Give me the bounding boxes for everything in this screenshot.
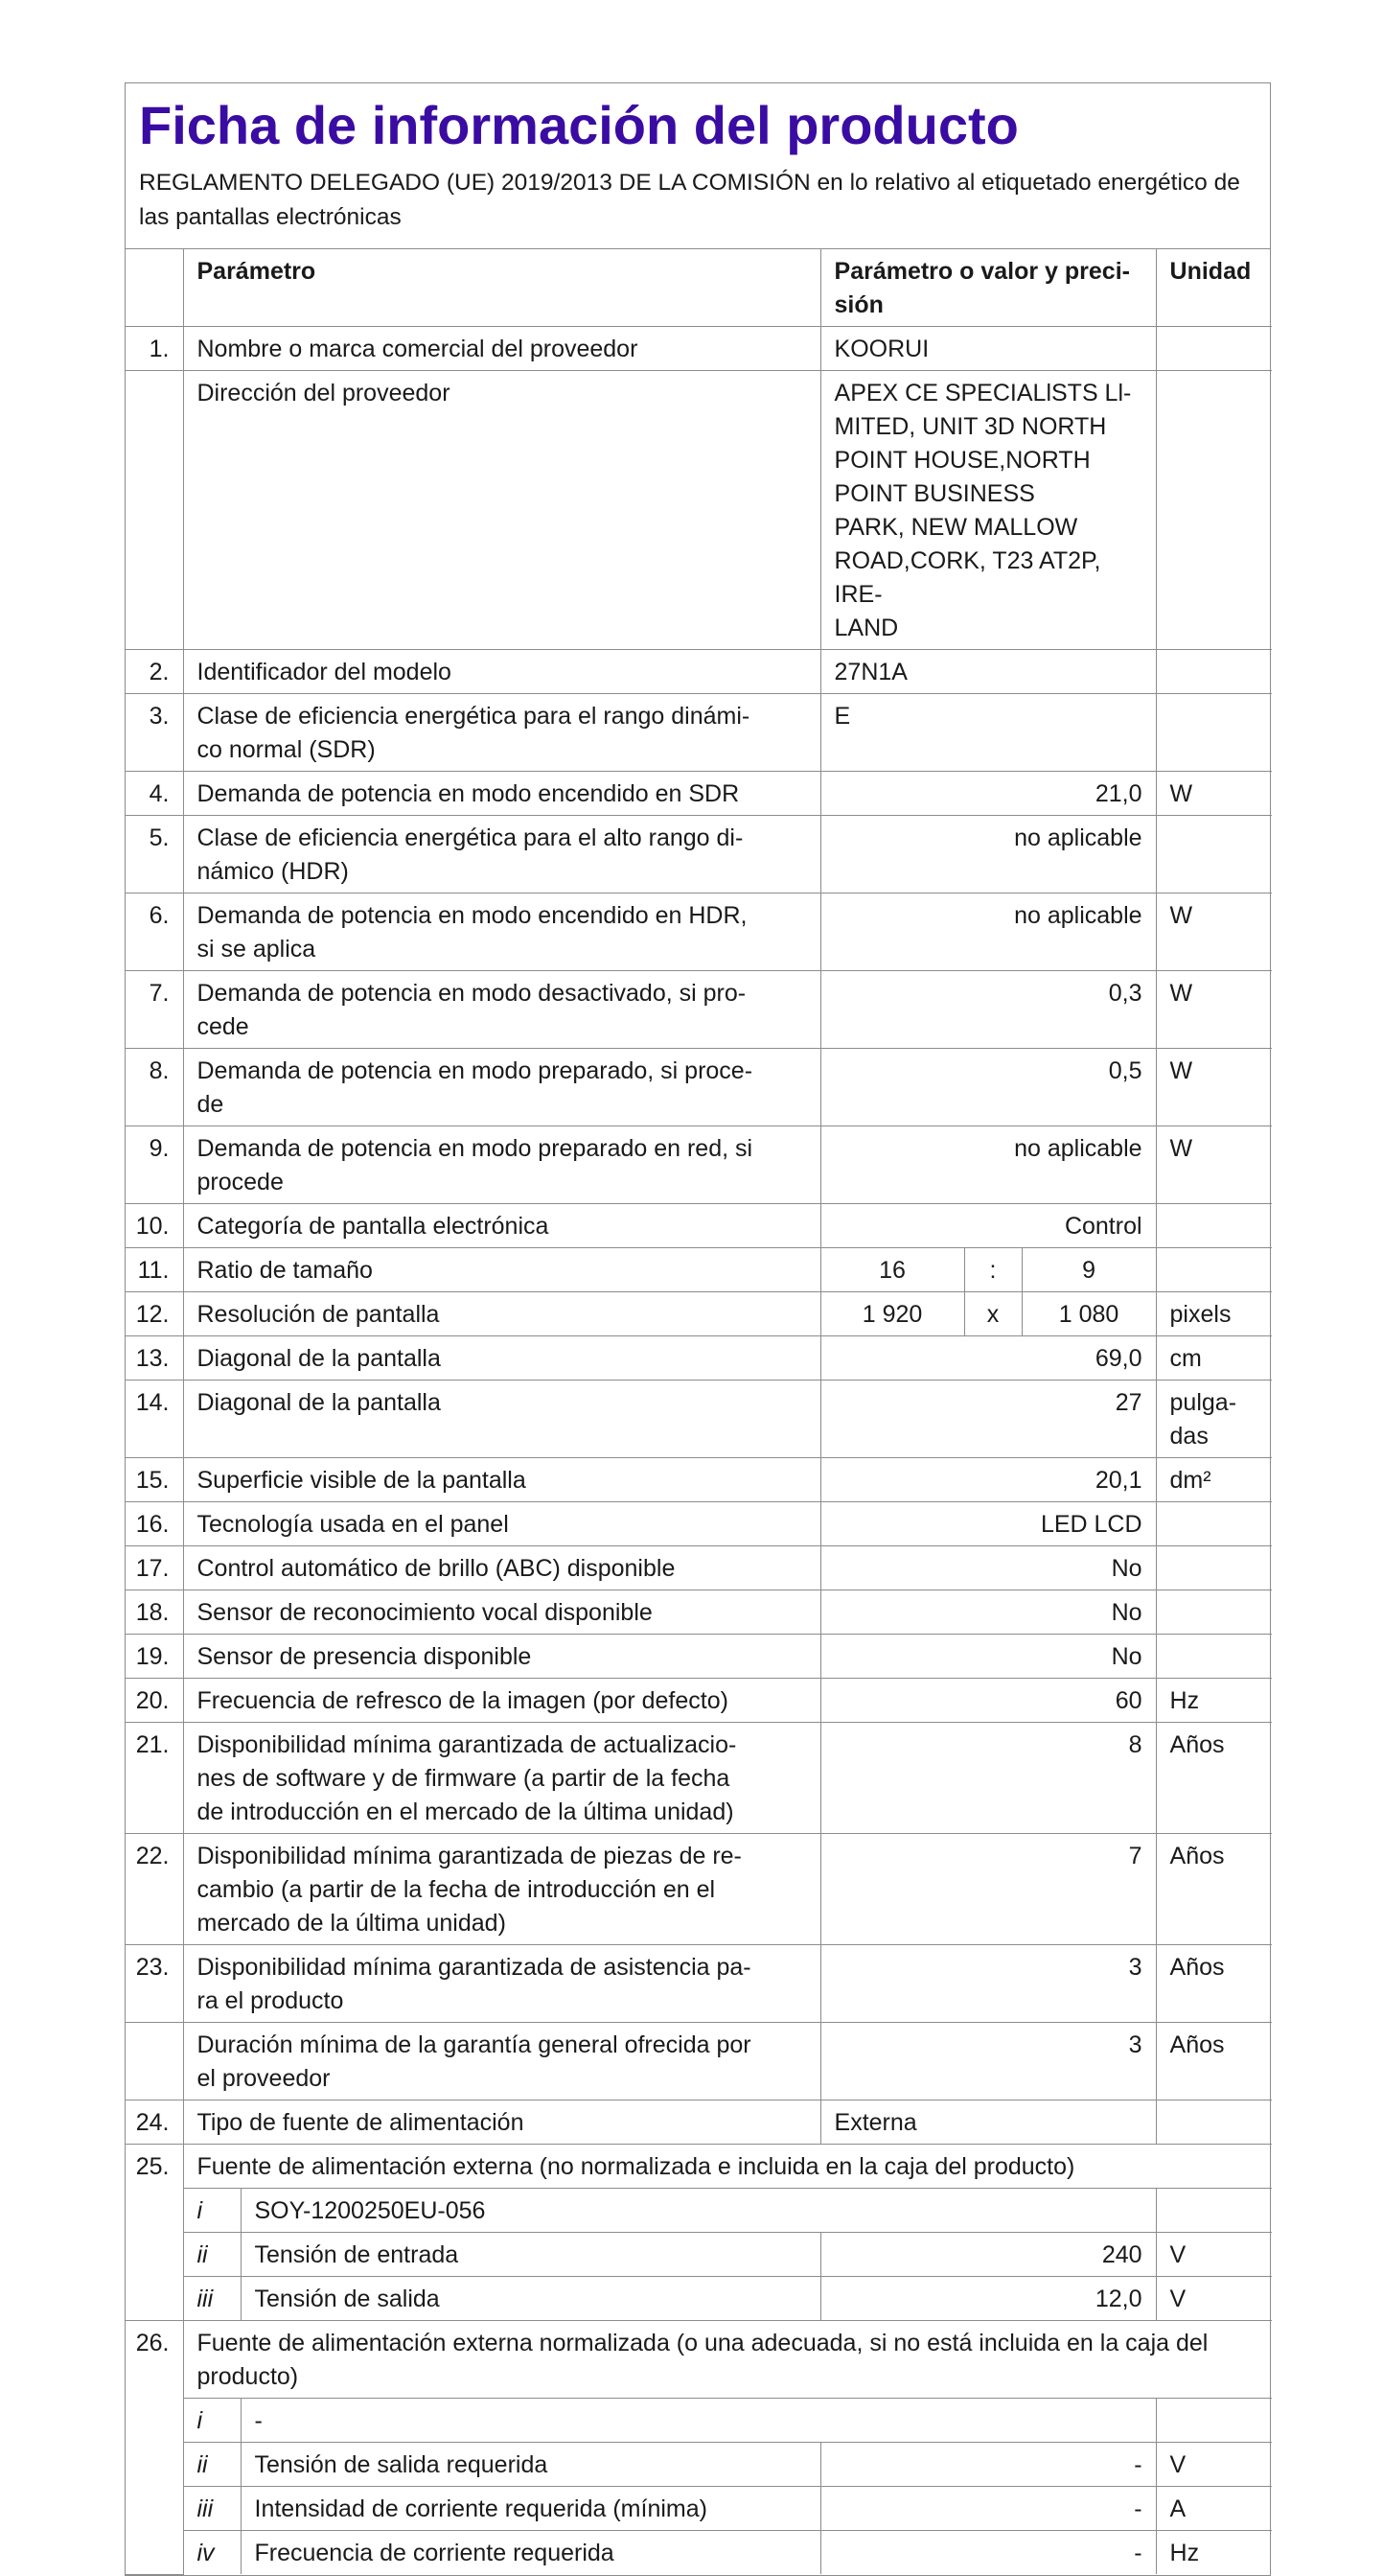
sub-item-value: 12,0 xyxy=(820,2277,1156,2321)
row-parameter: Disponibilidad mínima garantizada de actualizacio- nes de software y de firmware (a partir de la fecha de introducción en el mercado de la última unidad) xyxy=(183,1723,820,1834)
sub-item-index: iii xyxy=(183,2487,241,2531)
row-number: 11. xyxy=(126,1248,183,1292)
sub-item-row xyxy=(126,2189,1272,2233)
sub-item-unit: V xyxy=(1156,2233,1272,2277)
section-title: Fuente de alimentación externa normalizada (o una adecuada, si no está incluida en la caja del producto) xyxy=(183,2321,1272,2399)
row-unit: W xyxy=(1156,1049,1272,1126)
row-number: 9. xyxy=(126,1126,183,1204)
row-parameter: Nombre o marca comercial del proveedor xyxy=(183,327,820,371)
row-value: 69,0 xyxy=(820,1336,1156,1381)
row-value: No xyxy=(820,1546,1156,1590)
sheet-header xyxy=(126,83,1270,249)
row-value: no aplicable xyxy=(820,893,1156,971)
table-row xyxy=(126,327,1272,371)
row-unit: W xyxy=(1156,1126,1272,1204)
row-unit: dm² xyxy=(1156,1458,1272,1502)
table-row xyxy=(126,1049,1272,1126)
header-num xyxy=(126,249,183,327)
row-number: 19. xyxy=(126,1635,183,1679)
table-row xyxy=(126,1204,1272,1248)
row-number: 16. xyxy=(126,1502,183,1546)
row-value-second: 9 xyxy=(1022,1248,1156,1292)
sub-item-unit xyxy=(1156,2399,1272,2443)
row-parameter: Frecuencia de refresco de la imagen (por defecto) xyxy=(183,1679,820,1723)
row-number: 2. xyxy=(126,650,183,694)
table-row xyxy=(126,1381,1272,1458)
row-parameter: Control automático de brillo (ABC) disponible xyxy=(183,1546,820,1590)
section-title: Fuente de alimentación externa (no normalizada e incluida en la caja del producto) xyxy=(183,2145,1272,2189)
row-number: 20. xyxy=(126,1679,183,1723)
sub-item-index: ii xyxy=(183,2443,241,2487)
row-unit xyxy=(1156,371,1272,650)
header-value: Parámetro o valor y preci- sión xyxy=(820,249,1156,327)
sub-item-index: ii xyxy=(183,2233,241,2277)
table-row xyxy=(126,371,1272,650)
row-value: APEX CE SPECIALlSTS Ll- MITED, UNIT 3D NORTH POINT HOUSE,NORTH POINT BUSINESS PARK, NEW MALLOW ROAD,CORK, T23 AT2P, IRE- LAND xyxy=(820,371,1156,650)
row-parameter: Duración mínima de la garantía general ofrecida por el proveedor xyxy=(183,2023,820,2100)
row-unit: Años xyxy=(1156,1945,1272,2023)
row-parameter: Tipo de fuente de alimentación xyxy=(183,2100,820,2145)
row-unit: W xyxy=(1156,772,1272,816)
sub-item-index: iii xyxy=(183,2277,241,2321)
row-number: 17. xyxy=(126,1546,183,1590)
row-unit: Años xyxy=(1156,2023,1272,2100)
row-parameter: Identificador del modelo xyxy=(183,650,820,694)
row-unit: W xyxy=(1156,893,1272,971)
row-number xyxy=(126,371,183,650)
table-row xyxy=(126,971,1272,1049)
row-parameter: Resolución de pantalla xyxy=(183,1292,820,1336)
sub-item-row xyxy=(126,2233,1272,2277)
row-unit xyxy=(1156,816,1272,893)
row-parameter: Clase de eficiencia energética para el rango dinámi- co normal (SDR) xyxy=(183,694,820,772)
row-value: 21,0 xyxy=(820,772,1156,816)
regulation-subtitle: REGLAMENTO DELEGADO (UE) 2019/2013 DE LA COMISIÓN en lo relativo al etiquetado energético de las pantallas electrónicas xyxy=(139,170,1240,230)
row-value: Control xyxy=(820,1204,1156,1248)
row-unit xyxy=(1156,1204,1272,1248)
row-parameter: Demanda de potencia en modo encendido en SDR xyxy=(183,772,820,816)
row-value: 8 xyxy=(820,1723,1156,1834)
row-parameter: Demanda de potencia en modo preparado en red, si procede xyxy=(183,1126,820,1204)
row-unit: cm xyxy=(1156,1336,1272,1381)
row-value: 27N1A xyxy=(820,650,1156,694)
table-row xyxy=(126,816,1272,893)
row-unit: Años xyxy=(1156,1834,1272,1945)
table-row xyxy=(126,1635,1272,1679)
row-value-separator: x xyxy=(964,1292,1022,1336)
sub-item-index: i xyxy=(183,2399,241,2443)
row-parameter: Demanda de potencia en modo encendido en HDR, si se aplica xyxy=(183,893,820,971)
row-unit xyxy=(1156,327,1272,371)
row-unit xyxy=(1156,1546,1272,1590)
table-row xyxy=(126,1126,1272,1204)
row-number: 3. xyxy=(126,694,183,772)
row-value: Externa xyxy=(820,2100,1156,2145)
sub-item-parameter: Tensión de salida requerida xyxy=(241,2443,820,2487)
sub-item-index: iv xyxy=(183,2531,241,2575)
table-row xyxy=(126,1590,1272,1635)
sub-item-value: - xyxy=(820,2487,1156,2531)
row-parameter: Diagonal de la pantalla xyxy=(183,1381,820,1458)
row-value: no aplicable xyxy=(820,816,1156,893)
table-row xyxy=(126,1834,1272,1945)
sub-item-parameter: SOY-1200250EU-056 xyxy=(241,2189,1156,2233)
row-value-separator: : xyxy=(964,1248,1022,1292)
table-row xyxy=(126,893,1272,971)
row-number: 18. xyxy=(126,1590,183,1635)
sub-item-row xyxy=(126,2487,1272,2531)
row-unit xyxy=(1156,650,1272,694)
sub-item-row xyxy=(126,2531,1272,2575)
row-number: 8. xyxy=(126,1049,183,1126)
row-parameter: Categoría de pantalla electrónica xyxy=(183,1204,820,1248)
row-parameter: Demanda de potencia en modo desactivado, si pro- cede xyxy=(183,971,820,1049)
row-unit xyxy=(1156,1502,1272,1546)
sub-item-parameter: Tensión de salida xyxy=(241,2277,820,2321)
sub-item-unit: V xyxy=(1156,2277,1272,2321)
row-parameter: Disponibilidad mínima garantizada de asistencia pa- ra el producto xyxy=(183,1945,820,2023)
row-parameter: Sensor de reconocimiento vocal disponible xyxy=(183,1590,820,1635)
row-number: 7. xyxy=(126,971,183,1049)
sub-item-value: 240 xyxy=(820,2233,1156,2277)
row-unit xyxy=(1156,1590,1272,1635)
row-number: 1. xyxy=(126,327,183,371)
row-parameter: Clase de eficiencia energética para el alto rango di- námico (HDR) xyxy=(183,816,820,893)
section-number: 26. xyxy=(126,2321,183,2575)
row-value: 3 xyxy=(820,2023,1156,2100)
row-value: 0,3 xyxy=(820,971,1156,1049)
row-parameter: Diagonal de la pantalla xyxy=(183,1336,820,1381)
sub-item-row xyxy=(126,2277,1272,2321)
row-value: 60 xyxy=(820,1679,1156,1723)
row-value-second: 1 080 xyxy=(1022,1292,1156,1336)
table-row xyxy=(126,1502,1272,1546)
table-row xyxy=(126,650,1272,694)
page-title: Ficha de información del producto xyxy=(139,95,1019,155)
row-parameter: Dirección del proveedor xyxy=(183,371,820,650)
table-header-row xyxy=(126,249,1272,327)
table-row xyxy=(126,1336,1272,1381)
row-unit: Años xyxy=(1156,1723,1272,1834)
row-number: 6. xyxy=(126,893,183,971)
row-number: 10. xyxy=(126,1204,183,1248)
sub-item-unit: A xyxy=(1156,2487,1272,2531)
row-unit xyxy=(1156,694,1272,772)
row-value: no aplicable xyxy=(820,1126,1156,1204)
row-unit xyxy=(1156,2100,1272,2145)
row-parameter: Demanda de potencia en modo preparado, si proce- de xyxy=(183,1049,820,1126)
row-value: 3 xyxy=(820,1945,1156,2023)
row-number: 23. xyxy=(126,1945,183,2023)
table-row xyxy=(126,694,1272,772)
table-row xyxy=(126,1723,1272,1834)
row-unit: Hz xyxy=(1156,1679,1272,1723)
table-row xyxy=(126,1679,1272,1723)
sub-item-unit xyxy=(1156,2189,1272,2233)
row-value: 27 xyxy=(820,1381,1156,1458)
row-value: 0,5 xyxy=(820,1049,1156,1126)
sub-item-parameter: Frecuencia de corriente requerida xyxy=(241,2531,820,2575)
row-value: 7 xyxy=(820,1834,1156,1945)
table-row xyxy=(126,1945,1272,2023)
row-value: 20,1 xyxy=(820,1458,1156,1502)
parameters-table xyxy=(126,249,1272,2575)
row-number: 4. xyxy=(126,772,183,816)
row-value: LED LCD xyxy=(820,1502,1156,1546)
row-number: 15. xyxy=(126,1458,183,1502)
sub-item-row xyxy=(126,2399,1272,2443)
row-number xyxy=(126,2023,183,2100)
sub-item-parameter: - xyxy=(241,2399,1156,2443)
header-parameter: Parámetro xyxy=(183,249,820,327)
row-parameter: Superficie visible de la pantalla xyxy=(183,1458,820,1502)
sub-item-value: - xyxy=(820,2531,1156,2575)
row-unit xyxy=(1156,1635,1272,1679)
row-number: 22. xyxy=(126,1834,183,1945)
table-row xyxy=(126,772,1272,816)
table-row xyxy=(126,1248,1272,1292)
sub-item-unit: Hz xyxy=(1156,2531,1272,2575)
product-info-sheet xyxy=(125,82,1271,2576)
section-25-row xyxy=(126,2145,1272,2189)
row-value-first: 1 920 xyxy=(820,1292,964,1336)
sub-item-parameter: Tensión de entrada xyxy=(241,2233,820,2277)
sub-item-parameter: Intensidad de corriente requerida (mínima) xyxy=(241,2487,820,2531)
row-unit: W xyxy=(1156,971,1272,1049)
table-row xyxy=(126,1458,1272,1502)
row-value: No xyxy=(820,1590,1156,1635)
row-unit: pixels xyxy=(1156,1292,1272,1336)
table-row xyxy=(126,1292,1272,1336)
row-parameter: Tecnología usada en el panel xyxy=(183,1502,820,1546)
row-parameter: Disponibilidad mínima garantizada de piezas de re- cambio (a partir de la fecha de introducción en el mercado de la última unidad) xyxy=(183,1834,820,1945)
row-number: 12. xyxy=(126,1292,183,1336)
table-row xyxy=(126,2100,1272,2145)
table-row xyxy=(126,2023,1272,2100)
sub-item-index: i xyxy=(183,2189,241,2233)
row-unit: pulga- das xyxy=(1156,1381,1272,1458)
sub-item-value: - xyxy=(820,2443,1156,2487)
table-row xyxy=(126,1546,1272,1590)
section-number: 25. xyxy=(126,2145,183,2321)
row-value: KOORUI xyxy=(820,327,1156,371)
row-unit xyxy=(1156,1248,1272,1292)
row-number: 21. xyxy=(126,1723,183,1834)
section-26-row xyxy=(126,2321,1272,2399)
header-unit: Unidad xyxy=(1156,249,1272,327)
row-parameter: Sensor de presencia disponible xyxy=(183,1635,820,1679)
row-value: No xyxy=(820,1635,1156,1679)
row-number: 14. xyxy=(126,1381,183,1458)
row-value: E xyxy=(820,694,1156,772)
row-parameter: Ratio de tamaño xyxy=(183,1248,820,1292)
row-number: 24. xyxy=(126,2100,183,2145)
row-value-first: 16 xyxy=(820,1248,964,1292)
row-number: 5. xyxy=(126,816,183,893)
sub-item-row xyxy=(126,2443,1272,2487)
sub-item-unit: V xyxy=(1156,2443,1272,2487)
row-number: 13. xyxy=(126,1336,183,1381)
